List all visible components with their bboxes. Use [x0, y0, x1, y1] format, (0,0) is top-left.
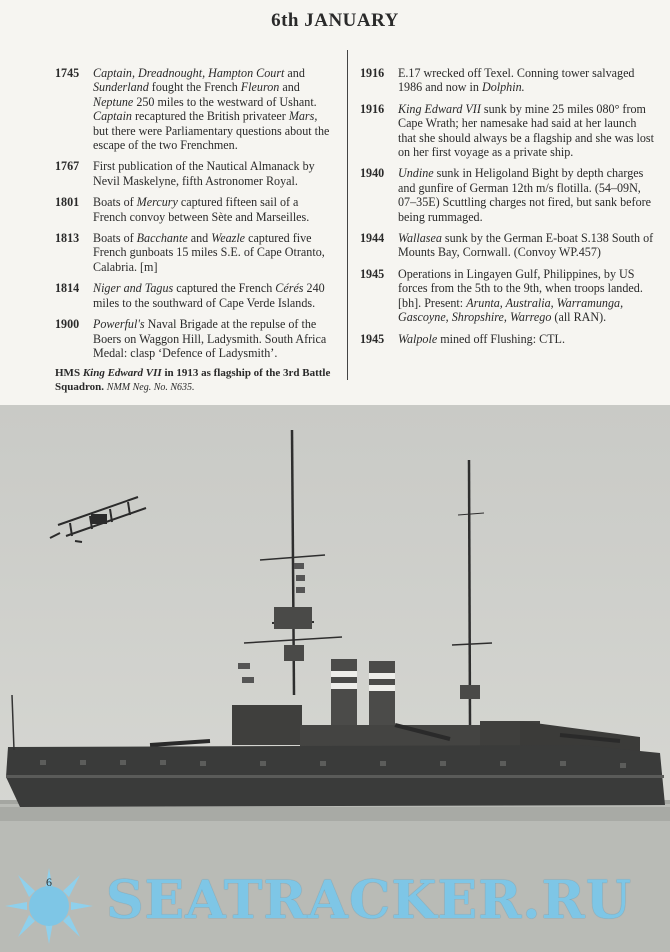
page-title: 6th JANUARY [271, 10, 399, 31]
entry-text: Captain, Dreadnought, Hampton Court and Sunderland fought the French Fleuron and Neptune 250 miles to the westward of Ushant. Captain recaptured the British privateer Mars, but there were Parliamentary questions about the escape of the two Frenchmen. [93, 66, 330, 153]
left-column [55, 66, 335, 394]
footer [0, 860, 670, 952]
photo-caption [55, 367, 335, 394]
entry-text: Boats of Mercury captured fifteen sail of a French convoy between Sète and Marseilles. [93, 195, 310, 224]
entry-text: King Edward VII sunk by mine 25 miles 080° from Cape Wrath; her namesake had said at her launch that she should always be a flagship and she was lost on her first voyage as a private ship. [398, 101, 654, 160]
entry-text: Boats of Bacchante and Weazle captured five French gunboats 15 miles S.E. of Cape Otranto, Calabria. [m] [93, 231, 325, 274]
watermark-text: SEATRACKER.RU [106, 870, 633, 931]
entry-year: 1900 [55, 317, 80, 332]
entry-year: 1814 [55, 281, 80, 296]
right-entry [360, 102, 655, 160]
right-entry [360, 267, 655, 325]
entry-year: 1944 [360, 231, 385, 246]
caption-main: HMS King Edward VII in 1913 as flagship of the 3rd Battle Squadron. [55, 367, 331, 393]
right-entry [360, 166, 655, 224]
entry-text: E.17 wrecked off Texel. Conning tower salvaged 1986 and now in Dolphin. [398, 66, 635, 95]
entry-text: Walpole mined off Flushing: CTL. [398, 331, 565, 346]
right-entry [360, 332, 655, 346]
left-entry [55, 195, 335, 224]
caption-citation: NMM Neg. No. N635. [106, 381, 195, 393]
left-entry-list [55, 66, 335, 360]
entry-year: 1916 [360, 101, 385, 116]
entry-year: 1945 [360, 266, 385, 281]
left-entry [55, 231, 335, 274]
column-divider [347, 50, 348, 380]
left-entry [55, 66, 335, 152]
left-entry [55, 159, 335, 188]
right-column [360, 66, 655, 353]
entry-text: Powerful's Naval Brigade at the repulse of the Boers on Waggon Hill, Ladysmith. South Africa Medal: clasp ‘Defence of Ladysmith’. [93, 317, 327, 360]
entry-text: First publication of the Nautical Almanack by Nevil Maskelyne, fifth Astronomer Royal. [93, 159, 315, 188]
entry-year: 1745 [55, 66, 80, 80]
right-entry [360, 231, 655, 260]
entry-text: Niger and Tagus captured the French Cérés 240 miles to the southward of Cape Verde Islands. [93, 281, 325, 310]
page-number: 6 [46, 875, 52, 889]
entry-year: 1813 [55, 231, 80, 246]
entry-text: Wallasea sunk by the German E-boat S.138 South of Mounts Bay, Cornwall. (Convoy WP.457) [398, 231, 654, 260]
right-entry [360, 66, 655, 95]
entry-year: 1767 [55, 159, 80, 174]
entry-year: 1801 [55, 195, 80, 210]
entry-text: Undine sunk in Heligoland Bight by depth charges and gunfire of German 12th m/s flotilla. (54–09N, 07–35E) Scuttling charges not fired, but sank before being rummaged. [398, 166, 652, 224]
entry-year: 1945 [360, 331, 385, 346]
entry-year: 1916 [360, 66, 385, 80]
right-entry-list [360, 66, 655, 346]
entry-text: Operations in Lingayen Gulf, Philippines, by US forces from the 5th to the 9th, when troops landed. [bh]. Present: Arunta, Australia, Warramunga, Gascoyne, Shropshire, Warrego (all RAN). [398, 266, 643, 325]
left-entry [55, 281, 335, 310]
entry-year: 1940 [360, 166, 385, 181]
sunburst-icon [0, 860, 110, 952]
left-entry [55, 317, 335, 360]
